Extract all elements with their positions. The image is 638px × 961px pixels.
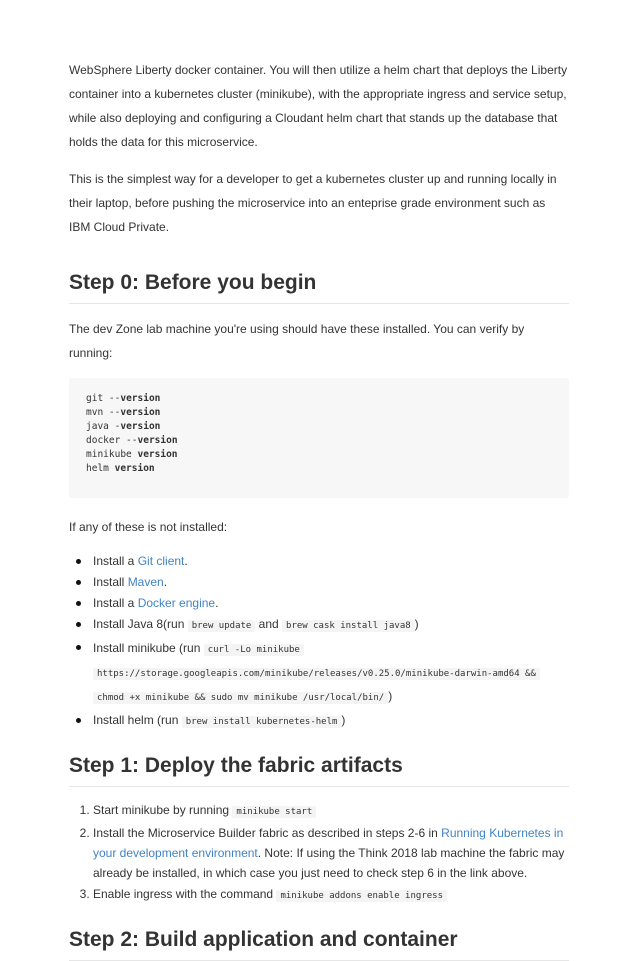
inline-code: chmod +x minikube && sudo mv minikube /usr/local/bin/: [93, 692, 388, 704]
running-kubernetes-link[interactable]: Running Kubernetes in your development environment: [93, 826, 564, 860]
step0-intro: The dev Zone lab machine you're using should have these installed. You can verify by running:: [69, 322, 525, 360]
intro-paragraph-2: This is the simplest way for a developer to get a kubernetes cluster up and running locally in their laptop, before pushing the microservice into an enteprise grade environment such as IBM Cloud Private.: [69, 172, 557, 234]
step1-list: [69, 800, 569, 906]
step2-heading: Step 2: Build application and container: [69, 927, 569, 961]
intro-paragraph-1: WebSphere Liberty docker container. You will then utilize a helm chart that deploys the Liberty container into a kubernetes cluster (minikube), with the appropriate ingress and service setup, while also deploying and configuring a Cloudant helm chart that stands up the database that holds the data for this microservice.: [69, 63, 568, 149]
inline-code: brew cask install java8: [282, 620, 415, 632]
code-line: helm version: [86, 463, 155, 474]
inline-code: minikube start: [232, 806, 316, 818]
docker-engine-link[interactable]: Docker engine: [137, 596, 216, 610]
code-line: java -version: [86, 421, 161, 432]
list-item-enable-ingress: 3. Enable ingress with the command minikube addons enable ingress: [93, 884, 569, 906]
code-line: minikube version: [86, 449, 178, 460]
if-any-text: If any of these is not installed:: [69, 520, 228, 534]
list-item-minikube: Install minikube (run curl -Lo minikube https://storage.googleapis.com/minikube/releases/v0.25.0/minikube-darwin-amd64 && chmod +x minikube && sudo mv minikube /usr/local/bin/ ): [69, 637, 569, 709]
list-item-docker: Install a Docker engine.: [69, 593, 569, 613]
git-client-link[interactable]: Git client: [137, 554, 185, 568]
inline-code: brew install kubernetes-helm: [182, 716, 342, 728]
code-line: mvn --version: [86, 407, 161, 418]
list-item-helm: Install helm (run brew install kubernetes-helm ): [69, 710, 569, 732]
inline-code: minikube addons enable ingress: [276, 890, 447, 902]
inline-code: brew update: [188, 620, 256, 632]
list-item-git: Install a Git client.: [69, 551, 569, 571]
code-line: docker --version: [86, 435, 178, 446]
install-list: [69, 551, 569, 732]
list-item-install-fabric: 2. Install the Microservice Builder fabric as described in steps 2-6 in Running Kubernetes in your development environment. Note: If using the Think 2018 lab machine the fabric may already be installed, in which case you just need to check step 6 in the link above.: [93, 823, 569, 883]
maven-link[interactable]: Maven: [127, 575, 164, 589]
inline-code: curl -Lo minikube: [204, 644, 304, 656]
version-code-block: [69, 378, 569, 498]
document-page: [69, 58, 569, 961]
inline-code: https://storage.googleapis.com/minikube/releases/v0.25.0/minikube-darwin-amd64 &&: [93, 668, 540, 680]
step1-heading: Step 1: Deploy the fabric artifacts: [69, 753, 569, 787]
step0-heading: Step 0: Before you begin: [69, 270, 569, 304]
list-item-maven: Install Maven.: [69, 572, 569, 592]
list-item-start-minikube: 1. Start minikube by running minikube start: [93, 800, 569, 822]
list-item-java: Install Java 8(run brew update and brew cask install java8 ): [69, 614, 569, 636]
code-line: git --version: [86, 393, 161, 404]
